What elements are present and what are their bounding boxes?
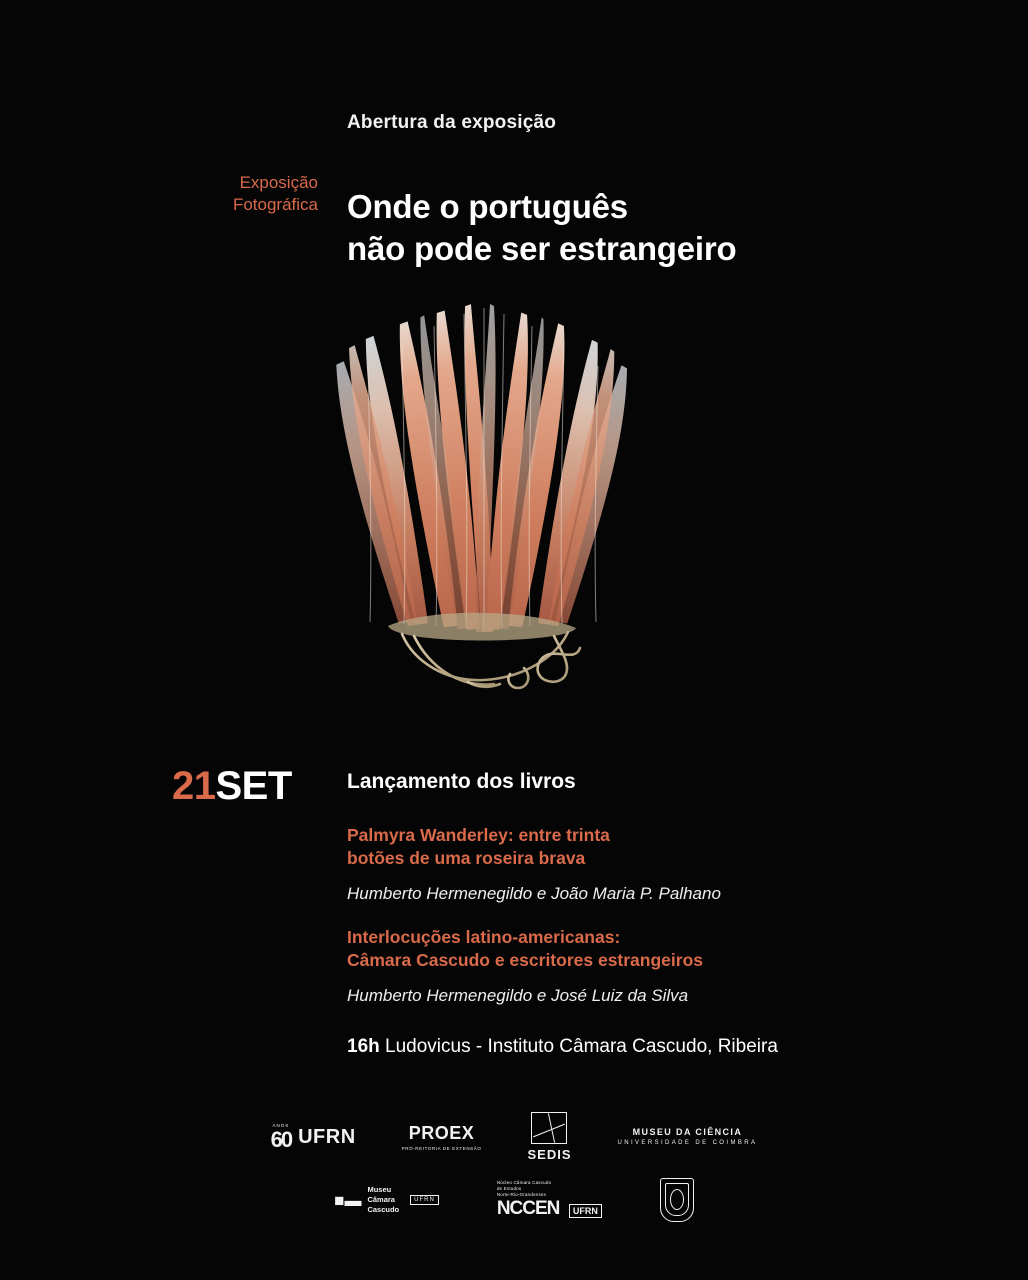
proex-logo [402, 1124, 482, 1151]
universidade-coimbra-crest-logo [660, 1178, 694, 1222]
museu-camara-cascudo-logo [334, 1185, 439, 1215]
nccen-logo [497, 1180, 602, 1220]
proex-wordmark: PROEX [408, 1122, 475, 1143]
title-line-2: não pode ser estrangeiro [347, 230, 737, 268]
ufrn-60-number: 60 [270, 1126, 292, 1152]
book-entry [347, 824, 907, 904]
ufrn-60-anos-label: ANOS [272, 1122, 290, 1128]
venue-line [347, 1036, 907, 1058]
opening-kicker: Abertura da exposição [347, 112, 557, 133]
book-title-line-1: Interlocuções latino-americanas: [347, 927, 621, 948]
event-date-badge [172, 764, 292, 809]
sedis-logo [527, 1112, 571, 1162]
museu-ciencia-wordmark: MUSEU DA CIÊNCIA [632, 1126, 743, 1137]
cascudo-line-3: Cascudo [367, 1205, 400, 1215]
nccen-ufrn-chip: UFRN [569, 1204, 602, 1218]
program-section [347, 770, 907, 1058]
exhibition-type-line-2: Fotográfica [232, 195, 318, 215]
exhibition-type-line-1: Exposição [239, 173, 318, 192]
logo-row-primary [0, 1112, 1028, 1162]
nccen-wordmark: NCCEN [496, 1197, 560, 1219]
venue-hour: 16h [347, 1036, 380, 1058]
exhibition-type-tag [208, 172, 318, 217]
cascudo-line-2: Câmara [367, 1194, 395, 1204]
nccen-subtitle-2: de Estudos [496, 1186, 522, 1192]
title-line-1: Onde o português [347, 188, 628, 226]
book-title [347, 824, 907, 870]
sponsor-logos [0, 1112, 1028, 1222]
feather-headdress-photo [318, 296, 648, 696]
book-title-line-2: botões de uma roseira brava [347, 848, 586, 869]
sedis-wordmark: SEDIS [527, 1147, 572, 1162]
venue-place: Ludovicus - Instituto Câmara Cascudo, Ribeira [385, 1036, 778, 1058]
book-title [347, 926, 907, 972]
sedis-mark-icon [531, 1112, 567, 1144]
book-authors: Humberto Hermenegildo e João Maria P. Palhano [347, 884, 721, 904]
logo-row-secondary [0, 1178, 1028, 1222]
book-title-line-2: Câmara Cascudo e escritores estrangeiros [347, 950, 703, 971]
ufrn-wordmark: UFRN [298, 1125, 356, 1148]
program-heading: Lançamento dos livros [347, 770, 576, 793]
proex-subtitle: PRÓ-REITORIA DE EXTENSÃO [401, 1145, 482, 1151]
cascudo-mark-icon: ■▬ [334, 1190, 362, 1210]
ufrn-60-mark [271, 1123, 291, 1152]
nccen-subtitle-3: Norte-Rio-Grandenses [496, 1191, 547, 1197]
cascudo-line-1: Museu [367, 1184, 392, 1194]
event-month: SET [215, 764, 292, 808]
book-title-line-1: Palmyra Wanderley: entre trinta [347, 825, 610, 845]
page-title [347, 186, 736, 270]
ufrn-60-anos-logo [271, 1123, 356, 1152]
book-entry [347, 926, 907, 1006]
museu-ciencia-subtitle: UNIVERSIDADE DE COIMBRA [617, 1139, 758, 1146]
coimbra-crest-icon [660, 1178, 694, 1222]
event-day: 21 [172, 764, 216, 808]
nccen-subtitle-1: Núcleo Câmara Cascudo [496, 1180, 552, 1186]
cascudo-ufrn-chip: UFRN [410, 1195, 439, 1205]
museu-da-ciencia-coimbra-logo [618, 1127, 758, 1148]
book-authors: Humberto Hermenegildo e José Luiz da Silva [347, 986, 689, 1006]
